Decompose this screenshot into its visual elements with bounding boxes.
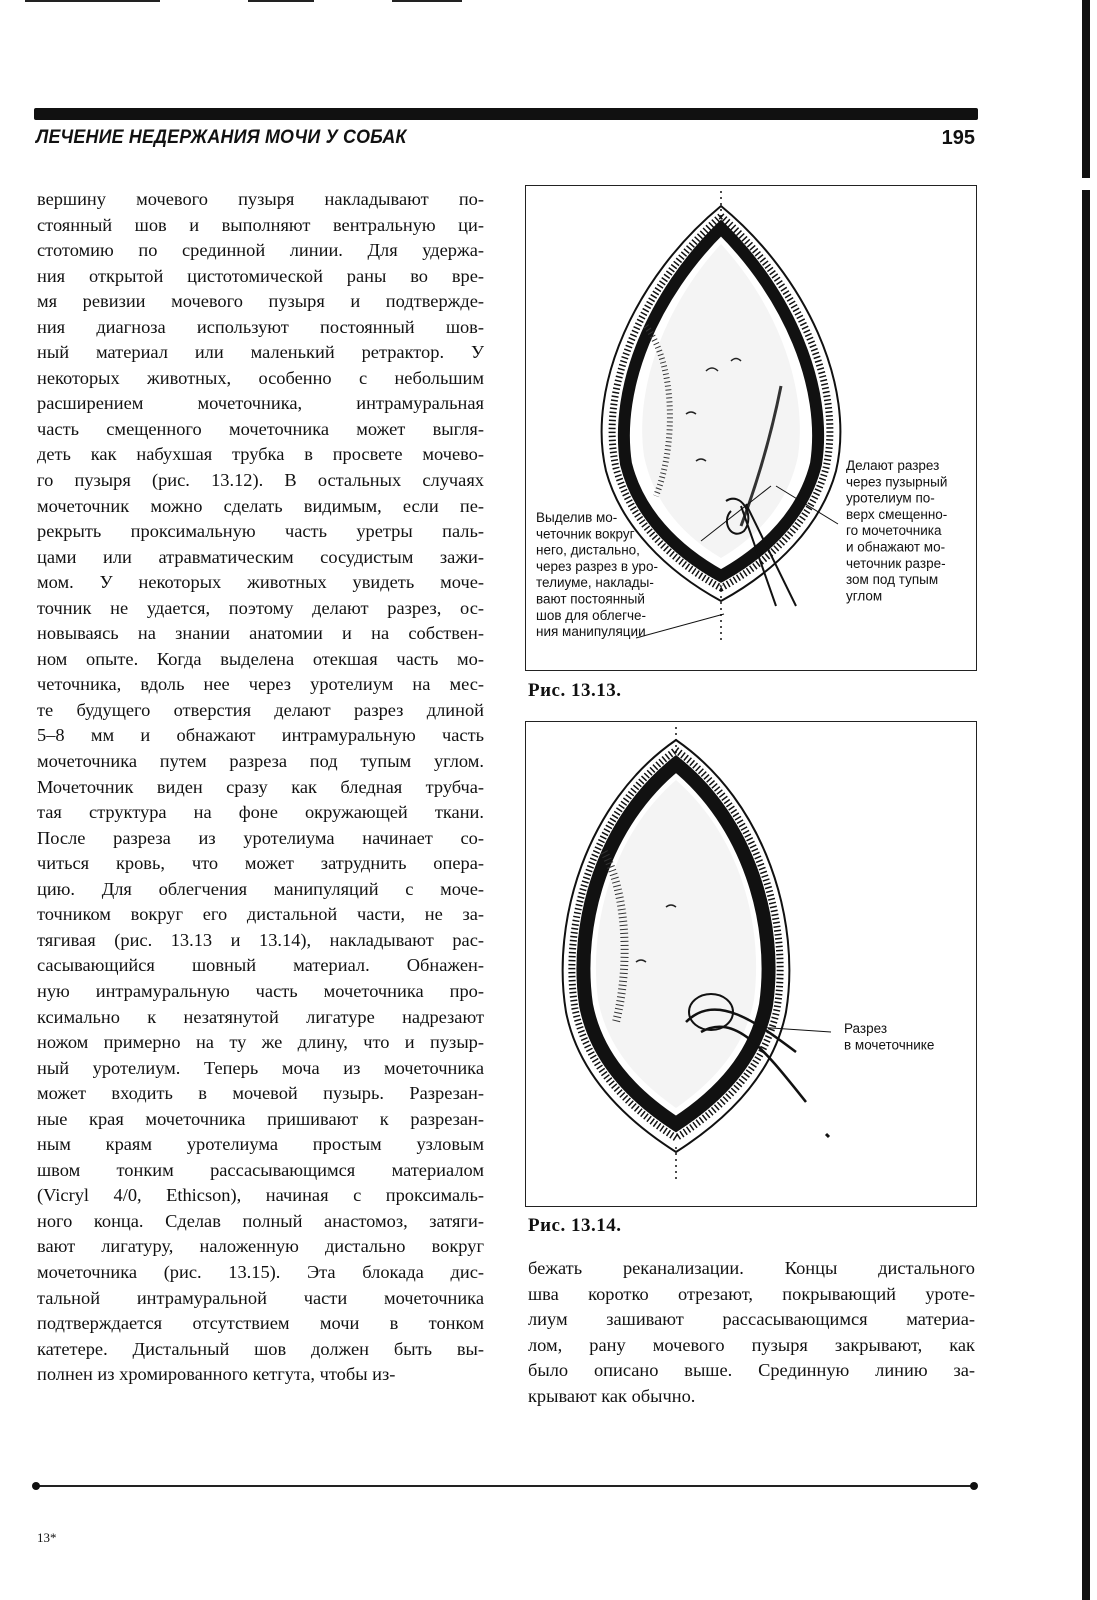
text-line: После разреза из уротелиума начинает со- xyxy=(37,827,484,848)
scan-top-line xyxy=(25,0,160,2)
figure-label-line: через разрез в уро- xyxy=(536,558,658,574)
text-line: новываясь на знании анатомии и на собствен- xyxy=(37,623,484,644)
figure-13-13-caption: Рис. 13.13. xyxy=(528,680,622,701)
figure-13-13-drawing xyxy=(526,186,976,670)
figure-label-line: него, дистально, xyxy=(536,542,640,558)
text-line: было описано выше. Срединную линию за- xyxy=(528,1360,975,1381)
scan-edge-bar xyxy=(1082,0,1090,1600)
figure-label-line: четочник разре- xyxy=(846,555,946,571)
bottom-rule xyxy=(34,1485,976,1487)
figure-label-line: четочник вокруг xyxy=(536,526,635,542)
figure-label-line: Делают разрез xyxy=(846,458,940,473)
text-line: ния диагноза используют постоянный шов- xyxy=(37,316,484,337)
text-line: читься кровь, что может затруднить опера- xyxy=(37,853,484,874)
text-line: подтверждается отсутствием мочи в тонком xyxy=(37,1313,484,1334)
text-line: ный уротелиум. Теперь моча из мочеточника xyxy=(37,1057,484,1078)
text-line: стоянный шов и выполняют вентральную ци- xyxy=(37,214,484,235)
running-header-title: ЛЕЧЕНИЕ НЕДЕРЖАНИЯ МОЧИ У СОБАК xyxy=(36,127,407,148)
text-line: ные края мочеточника пришивают к разрезан- xyxy=(37,1108,484,1129)
text-line: мочеточника путем разреза под тупым углом. xyxy=(37,751,484,772)
text-line: может входить в мочевой пузырь. Разрезан- xyxy=(37,1083,484,1104)
text-line: вают лигатуру, наложенную дистально вокруг xyxy=(37,1236,484,1257)
left-column-text xyxy=(37,187,484,1388)
figure-13-14-label-right xyxy=(844,1021,934,1052)
text-line: ный материал или маленький ретрактор. У xyxy=(37,342,484,363)
text-line: мочеточник можно сделать видимым, если пе- xyxy=(37,495,484,516)
right-column-text xyxy=(528,1256,975,1409)
figure-label-line: Разрез xyxy=(844,1021,888,1036)
text-line: ную интрамуральную часть мочеточника про- xyxy=(37,980,484,1001)
bottom-rule-dot-left xyxy=(32,1482,40,1490)
text-line: бежать реканализации. Концы дистального xyxy=(528,1258,975,1278)
text-line: швом тонким рассасывающимся материалом xyxy=(37,1159,484,1180)
text-line: шва коротко отрезают, покрывающий уроте- xyxy=(528,1283,975,1304)
text-line: полнен из хромированного кетгута, чтобы из- xyxy=(37,1364,396,1385)
figure-label-line: углом xyxy=(846,588,883,604)
text-line: крывают как обычно. xyxy=(528,1385,696,1406)
figure-label-line: го мочеточника xyxy=(846,523,942,539)
text-line: ножом примерно на ту же длину, что и пузыр- xyxy=(37,1032,484,1053)
text-line: лом, рану мочевого пузыря закрывают, как xyxy=(528,1334,975,1355)
figure-13-13 xyxy=(525,185,977,671)
figure-label-line: через пузырный xyxy=(846,474,948,490)
figure-label-line: верх смещенно- xyxy=(846,506,948,522)
text-line: ксимально к незатянутой лигатуре надрезают xyxy=(37,1006,484,1027)
figure-13-14-drawing xyxy=(526,722,976,1206)
signature-mark: 13* xyxy=(37,1530,57,1545)
text-line: лиум зашивают рассасывающимся материа- xyxy=(528,1309,975,1330)
text-line: некоторых животных, особенно с небольшим xyxy=(37,367,484,388)
text-line: го пузыря (рис. 13.12). В остальных случаях xyxy=(37,470,484,491)
figure-label-line: телиуме, наклады- xyxy=(536,575,654,591)
text-line: точник не удается, поэтому делают разрез, ос- xyxy=(37,597,484,618)
text-line: тальной интрамуральной части мочеточника xyxy=(37,1287,484,1308)
speck xyxy=(826,1134,829,1137)
figure-label-line: уротелиум по- xyxy=(846,490,935,506)
text-line: тая структура на фоне окружающей ткани. xyxy=(37,802,484,823)
text-line: стотомию по срединной линии. Для удержа- xyxy=(37,240,484,261)
scan-edge-gap xyxy=(1082,178,1090,190)
figure-label-line: Выделив мо- xyxy=(536,510,618,525)
text-line: мом. У некоторых животных увидеть моче- xyxy=(37,572,484,593)
text-line: тягивая (рис. 13.13 и 13.14), накладывают рас- xyxy=(37,929,484,950)
text-line: (Vicryl 4/0, Ethicson), начиная с проксималь- xyxy=(37,1185,484,1206)
text-line: катетере. Дистальный шов должен быть вы- xyxy=(37,1338,484,1359)
text-line: цами или атравматическим сосудистым зажи- xyxy=(37,546,484,567)
text-line: часть смещенного мочеточника может выгля- xyxy=(37,418,484,439)
page-number: 195 xyxy=(941,127,975,149)
figure-label-line: в мочеточнике xyxy=(844,1037,935,1053)
text-line: мочеточника (рис. 13.15). Эта блокада дис- xyxy=(37,1261,484,1282)
bottom-rule-dot-right xyxy=(970,1482,978,1490)
text-line: ния открытой цистотомической раны во вре- xyxy=(37,265,484,286)
text-line: вершину мочевого пузыря накладывают по- xyxy=(37,189,484,209)
text-line: те будущего отверстия делают разрез длиной xyxy=(37,699,484,720)
text-line: 5–8 мм и обнажают интрамуральную часть xyxy=(37,725,484,746)
figure-label-line: ния манипуляции xyxy=(536,624,646,640)
leader-line-left-bottom xyxy=(636,614,724,638)
scan-top-line xyxy=(248,0,314,2)
text-line: четочника, вдоль нее через уротелиум на мес- xyxy=(37,674,484,695)
text-line: сасывающийся шовный материал. Обнажен- xyxy=(37,955,484,976)
text-line: мя ревизии мочевого пузыря и подтвержде- xyxy=(37,291,484,312)
text-line: ном опыте. Когда выделена отекшая часть мо- xyxy=(37,648,484,669)
text-line: ного конца. Сделав полный анастомоз, затяги- xyxy=(37,1210,484,1231)
figure-13-14 xyxy=(525,721,977,1207)
figure-label-line: вают постоянный xyxy=(536,591,645,607)
figure-label-line: и обнажают мо- xyxy=(846,539,946,555)
text-line: Мочеточник виден сразу как бледная трубча- xyxy=(37,776,484,797)
figure-label-line: шов для облегче- xyxy=(536,607,647,623)
text-line: точником вокруг его дистальной части, не за- xyxy=(37,904,484,925)
figure-13-14-caption: Рис. 13.14. xyxy=(528,1215,622,1236)
figure-13-13-label-right xyxy=(846,458,947,603)
figure-label-line: зом под тупым xyxy=(846,572,939,588)
text-line: цию. Для облегчения манипуляций с моче- xyxy=(37,878,484,899)
header-rule xyxy=(34,108,978,120)
scan-top-line xyxy=(392,0,462,2)
text-line: деть как набухшая трубка в просвете мочево- xyxy=(37,444,484,465)
text-line: ным краям уротелиума простым узловым xyxy=(37,1134,484,1155)
text-line: рекрыть проксимальную часть уретры паль- xyxy=(37,521,484,542)
text-line: расширением мочеточника, интрамуральная xyxy=(37,393,484,414)
